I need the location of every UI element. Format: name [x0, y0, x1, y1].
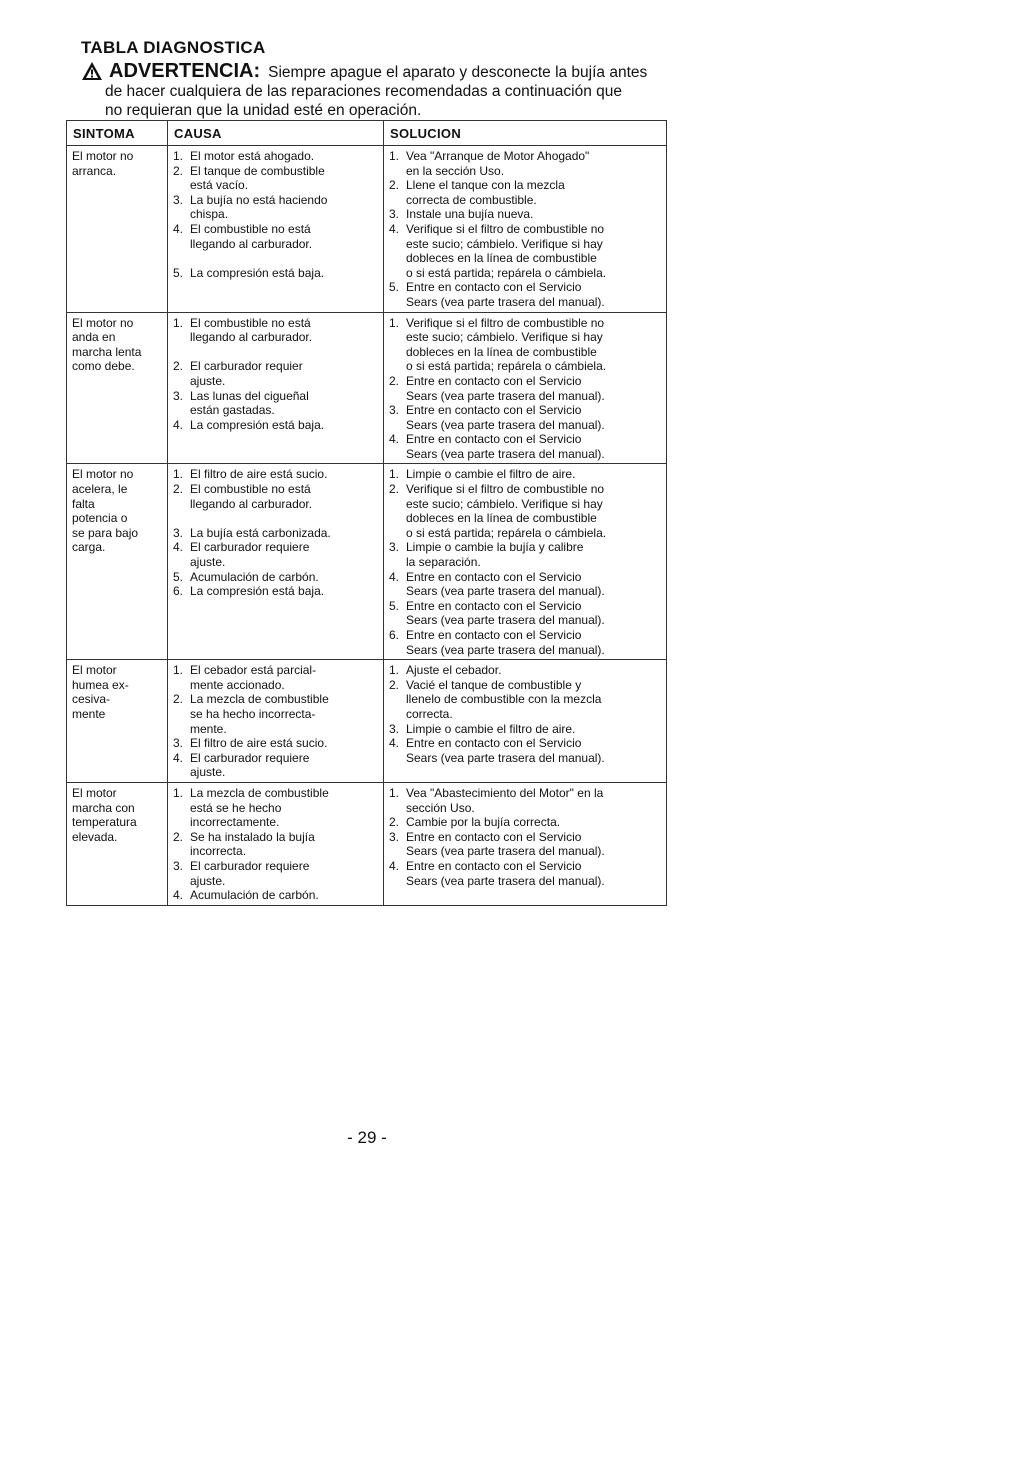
cause-cell [168, 660, 384, 783]
symptom-text: El motor no anda en marcha lenta como debe. [72, 315, 142, 374]
solution-item [389, 207, 662, 222]
solution-item-text: Vea "Arranque de Motor Ahogado" en la sección Uso. [406, 149, 590, 178]
cause-item-number: 1. [173, 315, 184, 330]
solution-item-number: 1. [389, 663, 400, 678]
solution-item-number: 2. [389, 815, 400, 830]
cause-item-number: 4. [173, 417, 184, 432]
cause-item-number: 1. [173, 149, 184, 163]
solution-item-text: Verifique si el filtro de combustible no este sucio; cámbielo. Verifique si hay dobleces en la línea de combustible o si está partida; repárela o cámbiela. [406, 315, 607, 374]
cause-item-number: 1. [173, 785, 184, 800]
solution-cell [384, 660, 667, 783]
solution-item [389, 786, 662, 815]
solution-item-text: Entre en contacto con el Servicio Sears (vea parte trasera del manual). [406, 736, 605, 765]
table-row [67, 146, 667, 313]
solution-item-number: 4. [389, 432, 400, 447]
solution-item-number: 1. [389, 149, 400, 163]
solution-item [389, 540, 662, 569]
solution-item-number: 2. [389, 373, 400, 388]
solution-item [389, 599, 662, 628]
cause-item [173, 736, 379, 751]
cause-item [173, 316, 379, 360]
solution-item-number: 2. [389, 178, 400, 193]
solution-item-number: 3. [389, 207, 400, 222]
cause-item [173, 692, 379, 736]
cause-item-number: 5. [173, 569, 184, 584]
cause-item-text: El combustible no está llegando al carburador. [190, 482, 313, 511]
warning-triangle-icon [81, 61, 103, 81]
cause-item-text: El motor está ahogado. [190, 149, 315, 163]
cause-item-number: 2. [173, 163, 184, 178]
cause-item-number: 3. [173, 525, 184, 540]
cause-item-text: La compresión está baja. [190, 584, 325, 599]
warning-first-line [81, 60, 661, 82]
cause-item-number: 1. [173, 467, 184, 482]
solution-item-text: Cambie por la bujía correcta. [406, 815, 561, 830]
cause-item [173, 663, 379, 692]
warning-text-line1: Siempre apague el aparato y desconecte la bujía antes [268, 64, 648, 81]
solution-item-text: Entre en contacto con el Servicio Sears (vea parte trasera del manual). [406, 628, 605, 657]
solution-item-number: 2. [389, 482, 400, 497]
solution-item-number: 3. [389, 829, 400, 844]
cause-item-number: 4. [173, 540, 184, 555]
solution-item [389, 736, 662, 765]
cause-item-text: La mezcla de combustible se ha hecho incorrecta- mente. [190, 692, 329, 736]
solution-item-text: Vacié el tanque de combustible y llenelo de combustible con la mezcla correcta. [406, 677, 602, 721]
symptom-cell [67, 464, 168, 660]
solution-item-text: Entre en contacto con el Servicio Sears (vea parte trasera del manual). [406, 598, 605, 628]
cause-item-number: 2. [173, 359, 184, 374]
symptom-text: El motor humea ex- cesiva- mente [72, 663, 129, 721]
solution-item-text: Ajuste el cebador. [406, 663, 502, 678]
warning-block [81, 60, 661, 120]
solution-item-number: 3. [389, 721, 400, 736]
cause-item-text: El carburador requiere ajuste. [190, 540, 310, 570]
header-cause: CAUSA [168, 121, 384, 146]
solution-item [389, 222, 662, 280]
cause-cell [168, 782, 384, 905]
header-symptom: SINTOMA [67, 121, 168, 146]
cause-item-number: 2. [173, 482, 184, 497]
solution-item-text: Instale una bujía nueva. [406, 207, 534, 222]
cause-item-number: 3. [173, 736, 184, 751]
solution-item [389, 663, 662, 678]
symptom-cell [67, 660, 168, 783]
solution-item [389, 403, 662, 432]
solution-item-number: 4. [389, 858, 400, 873]
cause-item-text: La bujía no está haciendo chispa. [190, 192, 328, 222]
solution-item-text: Llene el tanque con la mezcla correcta de combustible. [406, 178, 565, 207]
table-row [67, 312, 667, 464]
cause-item-text: El tanque de combustible está vacío. [190, 163, 325, 193]
solution-item-text: Limpie o cambie el filtro de aire. [406, 467, 576, 482]
cause-item [173, 786, 379, 830]
cause-item-text: El carburador requiere ajuste. [190, 750, 310, 780]
solution-item [389, 678, 662, 722]
solution-item [389, 859, 662, 888]
solution-item-text: Limpie o cambie la bujía y calibre la separación. [406, 540, 584, 570]
cause-item-text: Acumulación de carbón. [190, 569, 319, 584]
cause-item [173, 389, 379, 418]
cause-item-number: 5. [173, 265, 184, 280]
cause-cell [168, 464, 384, 660]
cause-item-text: La compresión está baja. [190, 265, 325, 280]
solution-item-text: Entre en contacto con el Servicio Sears (vea parte trasera del manual). [406, 829, 605, 859]
solution-item-text: Verifique si el filtro de combustible no este sucio; cámbielo. Verifique si hay dobleces en la línea de combustible o si está partida; repárela o cámbiela. [406, 482, 607, 540]
table-row [67, 782, 667, 905]
page-number: - 29 - [347, 1128, 387, 1147]
solution-item [389, 149, 662, 178]
solution-item [389, 570, 662, 599]
cause-item-number: 4. [173, 888, 184, 903]
solution-item-number: 3. [389, 540, 400, 555]
cause-item-text: Las lunas del cigueñal están gastadas. [190, 388, 309, 418]
cause-item-text: El carburador requiere ajuste. [190, 858, 310, 888]
solution-item-number: 5. [389, 598, 400, 613]
cause-item-number: 3. [173, 858, 184, 873]
solution-item [389, 482, 662, 540]
solution-item [389, 178, 662, 207]
solution-item-text: Entre en contacto con el Servicio Sears (vea parte trasera del manual). [406, 280, 605, 309]
solution-item [389, 280, 662, 309]
solution-item-text: Entre en contacto con el Servicio Sears (vea parte trasera del manual). [406, 373, 605, 403]
cause-item-number: 1. [173, 663, 184, 678]
cause-item [173, 222, 379, 266]
warning-text-rest: de hacer cualquiera de las reparaciones recomendadas a continuación que no requieran que la unidad esté en operación. [105, 83, 623, 119]
table-row [67, 464, 667, 660]
cause-item-text: El combustible no está llegando al carburador. [190, 315, 313, 345]
cause-item [173, 193, 379, 222]
cause-item-text: El filtro de aire está sucio. [190, 736, 328, 751]
solution-item-text: Limpie o cambie el filtro de aire. [406, 721, 576, 736]
solution-cell [384, 312, 667, 464]
cause-item-number: 2. [173, 829, 184, 844]
cause-item [173, 888, 379, 903]
table-header-row [67, 121, 667, 146]
symptom-text: El motor no acelera, le falta potencia o se para bajo carga. [72, 467, 139, 555]
cause-item [173, 584, 379, 599]
solution-item [389, 628, 662, 657]
symptom-text: El motor no arranca. [72, 149, 134, 178]
cause-item [173, 359, 379, 388]
cause-item [173, 266, 379, 281]
cause-item-text: El carburador requier ajuste. [190, 359, 303, 388]
cause-cell [168, 146, 384, 313]
cause-item-number: 3. [173, 192, 184, 207]
solution-item-number: 4. [389, 221, 400, 236]
cause-item-number: 4. [173, 750, 184, 765]
cause-item-text: El combustible no está llegando al carburador. [190, 221, 313, 251]
symptom-cell [67, 312, 168, 464]
solution-item-number: 3. [389, 403, 400, 418]
solution-item-number: 4. [389, 569, 400, 584]
solution-item-text: Entre en contacto con el Servicio Sears (vea parte trasera del manual). [406, 858, 605, 888]
solution-item-number: 1. [389, 467, 400, 482]
header-solution: SOLUCION [384, 121, 667, 146]
cause-item-text: El cebador está parcial- mente accionado. [190, 663, 317, 692]
solution-cell [384, 464, 667, 660]
cause-item [173, 164, 379, 193]
solution-item-text: Entre en contacto con el Servicio Sears (vea parte trasera del manual). [406, 569, 605, 599]
cause-item-text: La mezcla de combustible está se he hecho incorrectamente. [190, 785, 329, 830]
cause-item-text: La bujía está carbonizada. [190, 525, 331, 540]
cause-item [173, 467, 379, 482]
cause-item [173, 418, 379, 433]
cause-item [173, 830, 379, 859]
cause-item-number: 3. [173, 388, 184, 403]
cause-item [173, 526, 379, 541]
warning-heading: ADVERTENCIA: [109, 60, 261, 82]
solution-item [389, 830, 662, 859]
solution-item-number: 5. [389, 280, 400, 295]
solution-item-text: Verifique si el filtro de combustible no este sucio; cámbielo. Verifique si hay dobleces en la línea de combustible o si está partida; repárela o cámbiela. [406, 221, 607, 280]
cause-item [173, 751, 379, 780]
solution-item [389, 815, 662, 830]
cause-item [173, 482, 379, 526]
symptom-cell [67, 146, 168, 313]
solution-item-number: 4. [389, 736, 400, 751]
cause-item-number: 6. [173, 584, 184, 599]
solution-item [389, 467, 662, 482]
cause-item-number: 2. [173, 692, 184, 707]
solution-item [389, 722, 662, 737]
solution-item-number: 1. [389, 315, 400, 330]
solution-item-number: 1. [389, 785, 400, 800]
solution-item-text: Vea "Abastecimiento del Motor" en la sección Uso. [406, 785, 604, 815]
solution-item [389, 432, 662, 461]
solution-item-text: Entre en contacto con el Servicio Sears (vea parte trasera del manual). [406, 432, 605, 461]
cause-item [173, 540, 379, 569]
solution-cell [384, 146, 667, 313]
table-row [67, 660, 667, 783]
cause-item-text: El filtro de aire está sucio. [190, 467, 328, 482]
cause-item-text: La compresión está baja. [190, 417, 325, 432]
table-body [67, 146, 667, 906]
diagnostic-table [66, 120, 667, 906]
cause-item [173, 570, 379, 585]
page-title: TABLA DIAGNOSTICA [81, 38, 266, 57]
solution-item [389, 374, 662, 403]
cause-item [173, 149, 379, 164]
cause-item-number: 4. [173, 221, 184, 236]
solution-item-number: 2. [389, 677, 400, 692]
solution-cell [384, 782, 667, 905]
cause-item-text: Acumulación de carbón. [190, 888, 319, 903]
cause-item [173, 859, 379, 888]
cause-cell [168, 312, 384, 464]
solution-item-number: 6. [389, 628, 400, 642]
solution-item-text: Entre en contacto con el Servicio Sears (vea parte trasera del manual). [406, 403, 605, 432]
cause-item-text: Se ha instalado la bujía incorrecta. [190, 829, 315, 859]
solution-item [389, 316, 662, 374]
symptom-text: El motor marcha con temperatura elevada. [72, 785, 137, 844]
symptom-cell [67, 782, 168, 905]
